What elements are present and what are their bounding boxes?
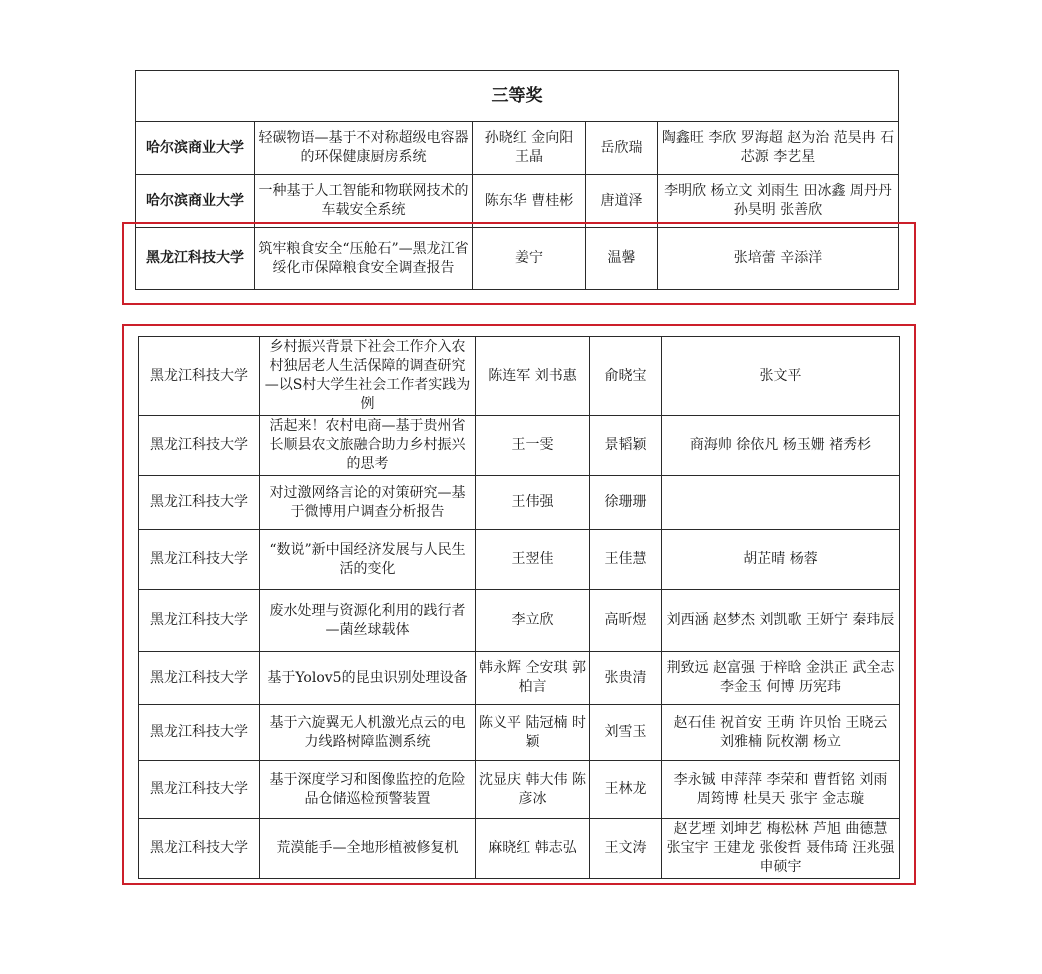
- members-cell: 荆致远 赵富强 于梓晗 金洪正 武全志 李金玉 何博 历宪玮: [662, 652, 900, 705]
- university-cell: 哈尔滨商业大学: [136, 175, 255, 228]
- university-cell: 黑龙江科技大学: [139, 705, 260, 761]
- university-cell: 黑龙江科技大学: [139, 416, 260, 476]
- members-cell: 刘西涵 赵梦杰 刘凯歌 王妍宁 秦玮辰: [662, 590, 900, 652]
- members-cell: 李永铖 申萍萍 李荣和 曹哲铭 刘雨 周筠博 杜昊天 张宇 金志璇: [662, 761, 900, 819]
- table-row: [139, 590, 900, 652]
- table-row: [136, 175, 899, 228]
- leader-cell: 岳欣瑞: [586, 122, 658, 175]
- table-row: [139, 476, 900, 530]
- members-cell: 陶鑫旺 李欣 罗海超 赵为治 范昊冉 石芯源 李艺星: [658, 122, 899, 175]
- table-row: [139, 761, 900, 819]
- leader-cell: 徐珊珊: [590, 476, 662, 530]
- project-cell: “数说”新中国经济发展与人民生活的变化: [260, 530, 476, 590]
- university-cell: 黑龙江科技大学: [136, 228, 255, 290]
- advisor-cell: 王伟强: [476, 476, 590, 530]
- members-cell: 张文平: [662, 337, 900, 416]
- members-cell: 商海帅 徐依凡 杨玉姗 褚秀杉: [662, 416, 900, 476]
- advisor-cell: 陈连军 刘书惠: [476, 337, 590, 416]
- university-cell: 黑龙江科技大学: [139, 337, 260, 416]
- table-row: [136, 228, 899, 290]
- advisor-cell: 孙晓红 金向阳 王晶: [473, 122, 586, 175]
- project-cell: 废水处理与资源化利用的践行者—菌丝球载体: [260, 590, 476, 652]
- project-cell: 基于Yolov5的昆虫识别处理设备: [260, 652, 476, 705]
- university-cell: 黑龙江科技大学: [139, 590, 260, 652]
- leader-cell: 景韬颖: [590, 416, 662, 476]
- members-cell: 张培蕾 辛添洋: [658, 228, 899, 290]
- table-row: [139, 819, 900, 879]
- university-cell: 黑龙江科技大学: [139, 530, 260, 590]
- leader-cell: 王佳慧: [590, 530, 662, 590]
- project-cell: 基于六旋翼无人机激光点云的电力线路树障监测系统: [260, 705, 476, 761]
- university-cell: 黑龙江科技大学: [139, 476, 260, 530]
- project-cell: 轻碳物语—基于不对称超级电容器的环保健康厨房系统: [255, 122, 473, 175]
- university-cell: 黑龙江科技大学: [139, 819, 260, 879]
- table-row: [139, 337, 900, 416]
- university-cell: 哈尔滨商业大学: [136, 122, 255, 175]
- table-row: [136, 122, 899, 175]
- award-table-top: [135, 70, 899, 290]
- members-cell: 赵艺堙 刘坤艺 梅松林 芦旭 曲德慧 张宝宇 王建龙 张俊哲 聂伟琦 汪兆强 申硕宇: [662, 819, 900, 879]
- award-table-bottom: [138, 336, 900, 879]
- project-cell: 乡村振兴背景下社会工作介入农村独居老人生活保障的调查研究—以S村大学生社会工作者实践为例: [260, 337, 476, 416]
- leader-cell: 张贵清: [590, 652, 662, 705]
- advisor-cell: 沈显庆 韩大伟 陈彦冰: [476, 761, 590, 819]
- leader-cell: 高昕煜: [590, 590, 662, 652]
- advisor-cell: 陈义平 陆冠楠 时颖: [476, 705, 590, 761]
- university-cell: 黑龙江科技大学: [139, 761, 260, 819]
- advisor-cell: 李立欣: [476, 590, 590, 652]
- advisor-cell: 麻晓红 韩志弘: [476, 819, 590, 879]
- members-cell: 李明欣 杨立文 刘雨生 田冰鑫 周丹丹 孙昊明 张善欣: [658, 175, 899, 228]
- leader-cell: 刘雪玉: [590, 705, 662, 761]
- members-cell: [662, 476, 900, 530]
- section-title: 三等奖: [136, 71, 899, 122]
- project-cell: 一种基于人工智能和物联网技术的车载安全系统: [255, 175, 473, 228]
- advisor-cell: 陈东华 曹桂彬: [473, 175, 586, 228]
- table-row: [139, 530, 900, 590]
- project-cell: 荒漠能手—全地形植被修复机: [260, 819, 476, 879]
- project-cell: 筑牢粮食安全“压舱石”—黑龙江省绥化市保障粮食安全调查报告: [255, 228, 473, 290]
- leader-cell: 俞晓宝: [590, 337, 662, 416]
- members-cell: 胡芷晴 杨蓉: [662, 530, 900, 590]
- advisor-cell: 王翌佳: [476, 530, 590, 590]
- table-title-row: [136, 71, 899, 122]
- university-cell: 黑龙江科技大学: [139, 652, 260, 705]
- advisor-cell: 韩永辉 仝安琪 郭柏言: [476, 652, 590, 705]
- members-cell: 赵石佳 祝首安 王萌 许贝怡 王晓云 刘雅楠 阮枚潮 杨立: [662, 705, 900, 761]
- project-cell: 对过激网络言论的对策研究—基于微博用户调查分析报告: [260, 476, 476, 530]
- leader-cell: 王林龙: [590, 761, 662, 819]
- advisor-cell: 姜宁: [473, 228, 586, 290]
- project-cell: 活起来！农村电商—基于贵州省长顺县农文旅融合助力乡村振兴的思考: [260, 416, 476, 476]
- leader-cell: 唐道泽: [586, 175, 658, 228]
- table-row: [139, 652, 900, 705]
- table-row: [139, 416, 900, 476]
- leader-cell: 王文涛: [590, 819, 662, 879]
- table-row: [139, 705, 900, 761]
- leader-cell: 温馨: [586, 228, 658, 290]
- advisor-cell: 王一雯: [476, 416, 590, 476]
- project-cell: 基于深度学习和图像监控的危险品仓储巡检预警装置: [260, 761, 476, 819]
